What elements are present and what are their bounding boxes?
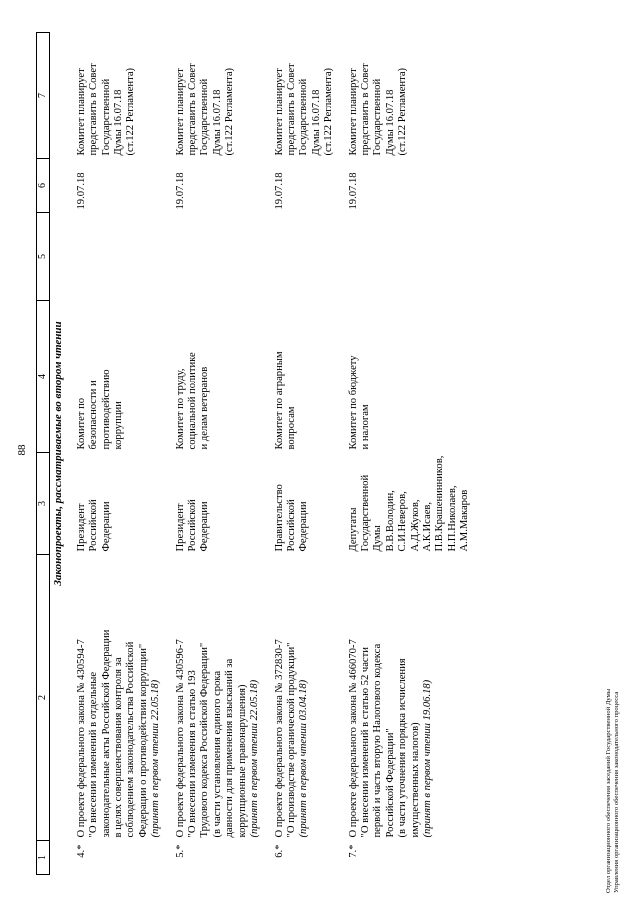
bill-author-line: Депутаты: [347, 507, 359, 552]
bill-title-cell: [70, 555, 169, 841]
plan-note-line: Государственной: [372, 78, 384, 156]
plan-note-cell: [342, 33, 478, 159]
plan-note-line: (ст.122 Регламента): [323, 67, 335, 156]
bill-title-prefix: О проекте федерального закона № 372830-7: [273, 639, 285, 838]
plan-note-line: (ст.122 Регламента): [397, 67, 409, 156]
committee-line: Комитет по: [75, 397, 87, 450]
bill-title-prefix: О проекте федерального закона № 466070-7: [347, 639, 359, 838]
bill-author-line: Правительство: [273, 484, 285, 552]
date-cell: 19.07.18: [273, 172, 285, 210]
column-header: 3: [37, 453, 50, 555]
committee-line: коррупции: [113, 401, 125, 450]
bill-title-line: "О внесении изменения в статью 193: [187, 670, 199, 838]
bill-title-line: Трудового кодекса Российской Федерации": [199, 642, 211, 838]
bill-author-line: В.В.Володин,: [384, 490, 396, 552]
plan-note-line: Государственной: [100, 78, 112, 156]
committee-cell: [342, 301, 478, 453]
bill-author-line: Государственной: [359, 474, 371, 552]
bill-title-line: "О производстве органической продукции": [285, 642, 297, 838]
plan-note-cell: [169, 33, 268, 159]
plan-note-line: Думы 16.07.18: [384, 89, 396, 156]
section-heading-row: [50, 33, 70, 875]
date-cell: 19.07.18: [75, 172, 87, 210]
column-5-cell: [70, 213, 169, 301]
bill-title-line: законодательные акты Российской Федерации: [100, 629, 112, 838]
plan-note-line: представить в Совет: [285, 63, 297, 156]
bill-author-cell: [169, 453, 268, 555]
bill-author-line: П.В.Крашенинников,: [434, 455, 446, 552]
plan-note-line: (ст.122 Регламента): [125, 67, 137, 156]
bill-title-line: "О внесении изменений в отдельные: [88, 671, 100, 838]
first-reading-note: (принят в первом чтении 19.06.18): [421, 679, 433, 838]
bill-author-cell: [70, 453, 169, 555]
plan-note-line: Государственной: [199, 78, 211, 156]
plan-note-line: представить в Совет: [88, 63, 100, 156]
bill-author-line: Президент: [75, 503, 87, 552]
date-cell: 19.07.18: [174, 172, 186, 210]
plan-note-line: Думы 16.07.18: [211, 89, 223, 156]
committee-cell: [169, 301, 268, 453]
row-number: 5.*: [174, 844, 186, 858]
plan-note-line: Комитет планирует: [347, 68, 359, 156]
bill-title-line: давности для применения взысканий за: [224, 658, 236, 838]
bill-title-line: Федерации о противодействии коррупции": [137, 643, 149, 838]
section-title: Законопроекты, рассматриваемые во втором чтении: [52, 321, 65, 586]
column-header: 4: [37, 301, 50, 453]
column-5-cell: [169, 213, 268, 301]
committee-line: и налогам: [359, 404, 371, 450]
column-number-row: [37, 33, 50, 875]
bill-row: [268, 33, 342, 875]
bill-title-line: в целях совершенствования контроля за: [113, 657, 125, 838]
committee-line: вопросам: [285, 406, 297, 450]
first-reading-note: (принят в первом чтении 22.05.18): [150, 679, 162, 838]
plan-note-line: Думы 16.07.18: [310, 89, 322, 156]
bill-title-cell: [268, 555, 342, 841]
column-header: 1: [37, 841, 50, 875]
committee-cell: [268, 301, 342, 453]
bill-author-line: Российской: [285, 499, 297, 552]
plan-note-line: (ст.122 Регламента): [224, 67, 236, 156]
column-header: 6: [37, 159, 50, 213]
bill-author-line: А.Д.Жуков,: [409, 499, 421, 552]
bill-author-line: Российской: [187, 499, 199, 552]
bill-author-line: Федерации: [100, 501, 112, 552]
plan-note-line: Комитет планирует: [273, 68, 285, 156]
committee-line: безопасности и: [88, 380, 100, 450]
row-number: 6.*: [273, 844, 285, 858]
bill-author-cell: [342, 453, 478, 555]
bill-title-line: соблюдением законодательства Российской: [125, 641, 137, 838]
plan-note-cell: [268, 33, 342, 159]
bill-author-line: Думы: [372, 525, 384, 552]
column-header: 5: [37, 213, 50, 301]
footer: [605, 453, 621, 893]
bill-title-prefix: О проекте федерального закона № 430594-7: [75, 639, 87, 838]
committee-line: Комитет по труду,: [174, 368, 186, 450]
bill-title-prefix: О проекте федерального закона № 430596-7: [174, 639, 186, 838]
bill-title-cell: [169, 555, 268, 841]
committee-cell: [70, 301, 169, 453]
committee-line: противодействию: [100, 369, 112, 450]
row-number: 7.*: [347, 844, 359, 858]
bill-row: [342, 33, 478, 875]
bill-title-line: (в части уточнения порядка исчисления: [397, 658, 409, 838]
bill-author-line: С.И.Неверов,: [397, 491, 409, 552]
bill-author-line: Федерации: [199, 501, 211, 552]
committee-line: Комитет по бюджету: [347, 355, 359, 450]
date-cell: 19.07.18: [347, 172, 359, 210]
plan-note-line: представить в Совет: [359, 63, 371, 156]
bill-title-line: первой и часть вторую Налогового кодекса: [372, 643, 384, 838]
agenda-table: [36, 32, 478, 875]
bill-row: [70, 33, 169, 875]
plan-note-line: Думы 16.07.18: [113, 89, 125, 156]
bill-author-cell: [268, 453, 342, 555]
committee-line: Комитет по аграрным: [273, 351, 285, 450]
plan-note-line: Государственной: [298, 78, 310, 156]
column-5-cell: [268, 213, 342, 301]
committee-line: социальной политике: [187, 352, 199, 450]
bill-title-line: (в части установления единого срока: [211, 670, 223, 838]
bill-row: [169, 33, 268, 875]
bill-author-line: Федерации: [298, 501, 310, 552]
bill-title-line: имущественных налогов): [409, 722, 421, 838]
bill-author-line: Президент: [174, 503, 186, 552]
column-5-cell: [342, 213, 478, 301]
plan-note-line: Комитет планирует: [174, 68, 186, 156]
bill-author-line: Российской: [88, 499, 100, 552]
footer-line: Управления организационного обеспечения законодательного процесса: [613, 691, 620, 893]
first-reading-note: (принят в первом чтении 03.04.18): [298, 679, 310, 838]
bill-author-line: А.К.Исаев,: [421, 501, 433, 552]
plan-note-line: Комитет планирует: [75, 68, 87, 156]
plan-note-line: представить в Совет: [187, 63, 199, 156]
page-number: 88: [16, 444, 28, 456]
plan-note-cell: [70, 33, 169, 159]
bill-title-line: коррупционные правонарушения): [236, 684, 248, 838]
bill-author-line: Н.П.Николаев,: [446, 485, 458, 552]
column-header: 7: [37, 33, 50, 159]
committee-line: и делам ветеранов: [199, 366, 211, 450]
bill-title-cell: [342, 555, 478, 841]
bill-title-line: "О внесении изменений в статью 52 части: [359, 647, 371, 838]
row-number: 4.*: [75, 844, 87, 858]
column-header: 2: [37, 555, 50, 841]
first-reading-note: (принят в первом чтении 22.05.18): [249, 679, 261, 838]
bill-title-line: Российской Федерации": [384, 728, 396, 838]
footer-line: Отдел организационного обеспечения заседаний Государственной Думы: [605, 688, 612, 893]
bill-author-line: А.М.Макаров: [459, 489, 471, 552]
